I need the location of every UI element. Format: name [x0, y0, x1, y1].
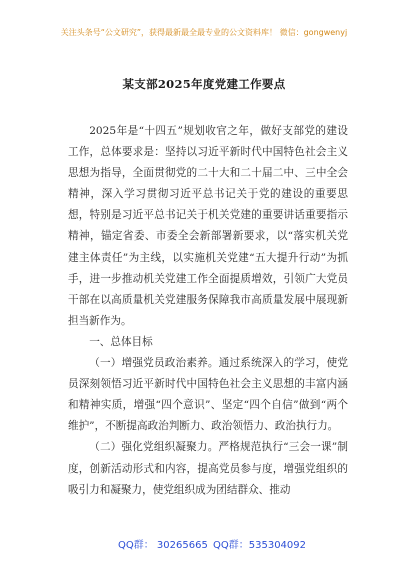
promo-header-note: 关注头条号“公文研究”，获得最新最全最专业的公文资料库！ 微信：gongwenyj	[60, 28, 348, 37]
goal-paragraph-1: （一）增强党员政治素养。通过系统深入的学习，使党员深刻领悟习近平新时代中国特色社会主义思想的丰富内涵和精神实质，增强“四个意识”、坚定“四个自信”做到“两个维护”，不断提高政治判断力、政治领悟力、政治执行力。	[68, 357, 348, 433]
document-body	[68, 121, 348, 501]
qq-group-2: QQ群：535304092	[213, 540, 307, 551]
goal-paragraph-2: （二）强化党组织凝聚力。严格规范执行“三会一课”制度，创新活动形式和内容，提高党员参与度，增强党组织的吸引力和凝聚力，使党组织成为团结群众、推动	[68, 441, 348, 496]
section-heading-goals: 一、总体目标	[89, 335, 153, 348]
document-title: 某支部2025年度党建工作要点	[122, 77, 286, 91]
qq-group-1: QQ群： 30265665	[118, 540, 208, 551]
intro-paragraph: 2025年是“十四五”规划收官之年，做好支部党的建设工作，总体要求是：坚持以习近平新时代中国特色社会主义思想为指导，全面贯彻党的二十大和二十届二中、三中全会精神，深入学习贯彻习近平总书记关于党的建设的重要思想，特别是习近平总书记关于机关党建的重要讲话重要指示精神，锚定省委、市委全会新部署新要求，以“落实机关党建主体责任”为主线，以实施机关党建“五大提升行动”为抓手，进一步推动机关党建工作全面提质增效，引领广大党员干部在以高质量机关党建服务保障我市高质量发展中展现新担当新作为。	[68, 125, 348, 327]
